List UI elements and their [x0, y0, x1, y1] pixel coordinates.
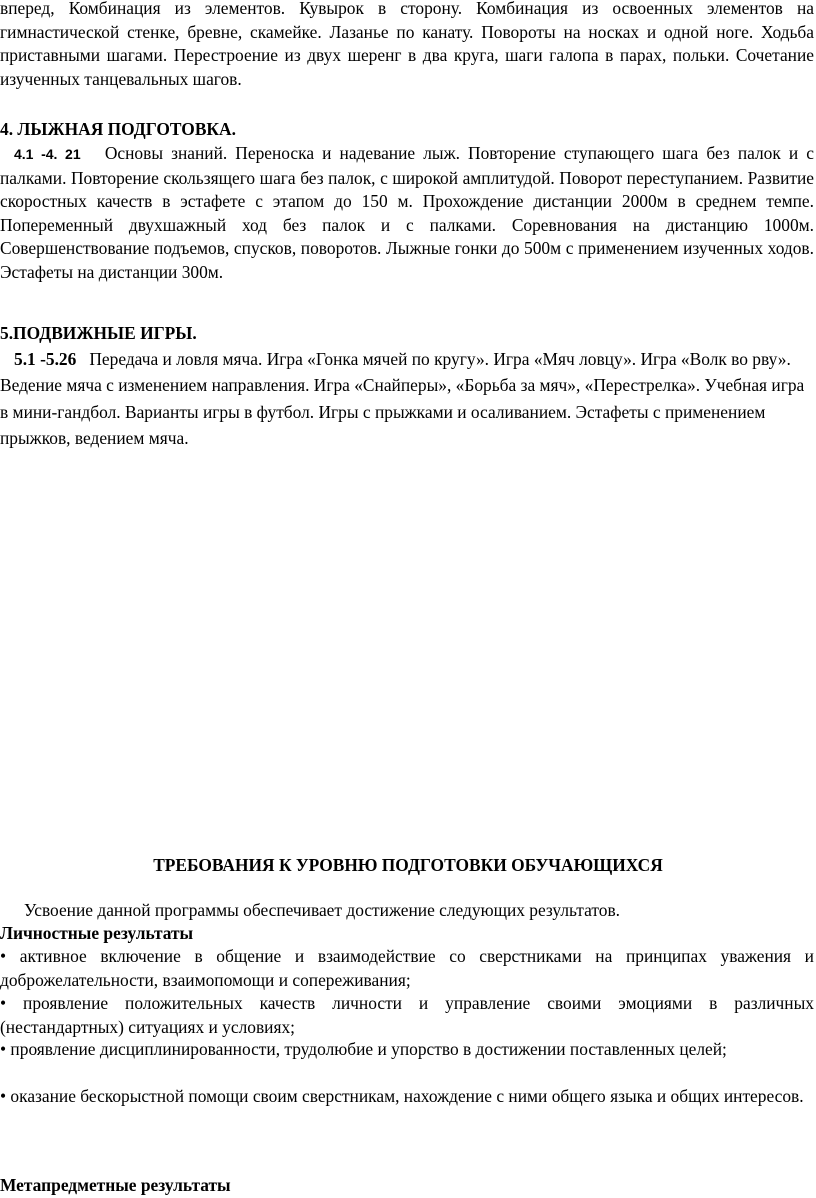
- personal-item-4: • оказание бескорыстной помощи своим сверстникам, нахождение с ними общего языка и общих интересов.: [0, 1086, 804, 1106]
- meta-results-heading: Метапредметные результаты: [0, 1175, 231, 1195]
- personal-item-1: • активное включение в общение и взаимодействие со сверстниками на принципах уважения и доброжелательности, взаимопомощи и сопереживания;: [0, 946, 814, 990]
- personal-item-2: • проявление положительных качеств личности и управление своими эмоциями в различных (нестандартных) ситуациях и условиях;: [0, 993, 814, 1037]
- personal-item-3: • проявление дисциплинированности, трудолюбие и упорство в достижении поставленных целей;: [0, 1039, 727, 1059]
- section-5-text: Передача и ловля мяча. Игра «Гонка мячей по кругу». Игра «Мяч ловцу». Игра «Волк во рву». Ведение мяча с изменением направления. Игра «Снайперы», «Борьба за мяч», «Перестрелка». Учебная игра в мини-гандбол. Варианты игры в футбол. Игры с прыжками и осаливанием. Эстафеты с применением прыжков, ведением мяча.: [0, 349, 805, 449]
- section-4-heading: 4. ЛЫЖНАЯ ПОДГОТОВКА.: [0, 119, 236, 139]
- section-5-paragraph: [0, 346, 814, 452]
- section-5-range: 5.1 -5.26: [14, 349, 77, 369]
- intro-paragraph: вперед, Комбинация из элементов. Кувырок в сторону. Комбинация из освоенных элементов на гимнастической стенке, бревне, скамейке. Лазанье по канату. Повороты на носках и одной ноге. Ходьба приставными шагами. Перестроение из двух шеренг в два круга, шаги галопа в парах, польки. Сочетание изученных танцевальных шагов.: [0, 0, 814, 89]
- section-5-heading: 5.ПОДВИЖНЫЕ ИГРЫ.: [0, 323, 197, 343]
- section-4-text: Основы знаний. Переноска и надевание лыж. Повторение ступающего шага без палок и с палками. Повторение скользящего шага без палок, с широкой амплитудой. Поворот переступанием. Развитие скоростных качеств в эстафете с этапом до 150 м. Прохождение дистанции 2000м в среднем темпе. Попеременный двухшажный ход без палок и с палками. Соревнования на дистанцию 1000м. Совершенствование подъемов, спусков, поворотов. Лыжные гонки до 500м с применением изученных ходов. Эстафеты на дистанции 300м.: [0, 143, 814, 282]
- section-4-paragraph: [0, 142, 814, 285]
- requirements-intro: Усвоение данной программы обеспечивает достижение следующих результатов.: [24, 900, 621, 920]
- requirements-title: ТРЕБОВАНИЯ К УРОВНЮ ПОДГОТОВКИ ОБУЧАЮЩИХСЯ: [153, 855, 663, 875]
- section-4-range: 4.1 -4. 21: [14, 146, 81, 162]
- personal-results-heading: Личностные результаты: [0, 923, 194, 943]
